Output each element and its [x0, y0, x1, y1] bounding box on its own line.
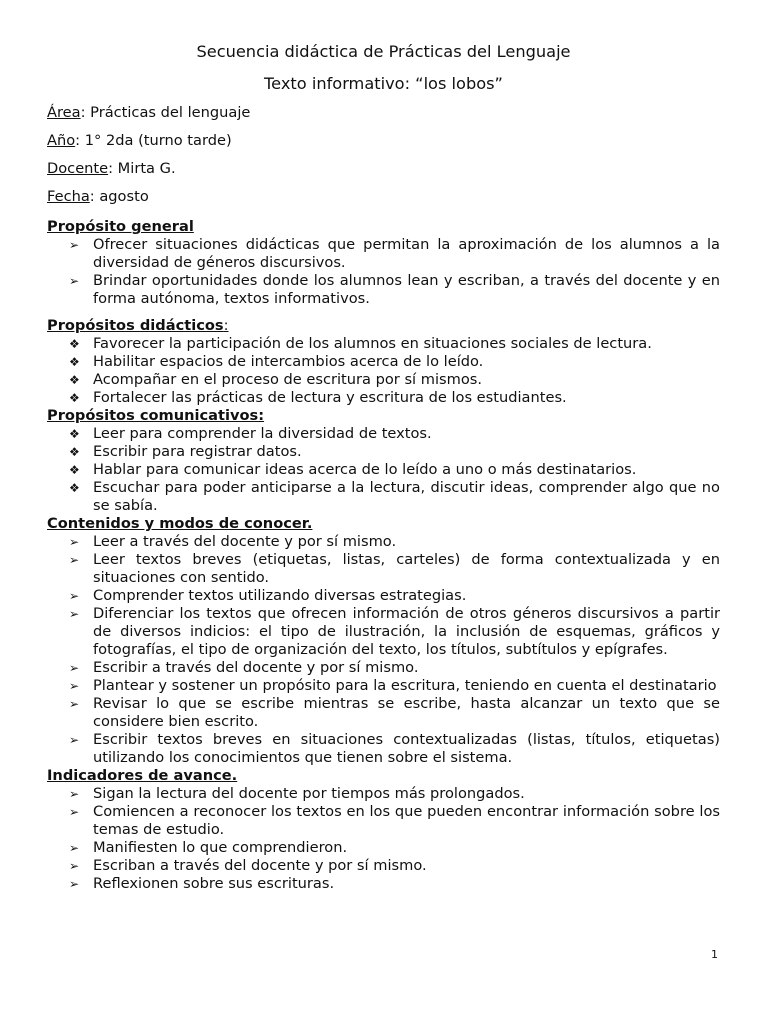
meta-value: : 1° 2da (turno tarde) — [75, 132, 232, 149]
diamond-bullet-icon: ❖ — [69, 481, 80, 495]
page-number: 1 — [711, 948, 718, 961]
list-item: ❖ Escuchar para poder anticiparse a la lectura, discutir ideas, comprender algo que no se sabía. — [69, 479, 720, 514]
list-item: ➢ Ofrecer situaciones didácticas que permitan la aproximación de los alumnos a la diversidad de géneros discursivos. — [69, 236, 720, 271]
list-indicadores — [47, 785, 720, 893]
list-item: ❖ Leer para comprender la diversidad de textos. — [69, 425, 432, 442]
section-heading-proposito-general: Propósito general — [47, 218, 194, 235]
diamond-bullet-icon: ❖ — [69, 337, 80, 351]
list-item: ❖ Habilitar espacios de intercambios acerca de lo leído. — [69, 353, 484, 370]
meta-year — [47, 130, 720, 158]
list-item: ➢ Sigan la lectura del docente por tiempos más prolongados. — [69, 785, 525, 802]
list-item: ➢ Comiencen a reconocer los textos en los que pueden encontrar información sobre los temas de estudio. — [69, 803, 720, 838]
arrow-bullet-icon: ➢ — [69, 733, 80, 747]
diamond-bullet-icon: ❖ — [69, 427, 80, 441]
section-heading-indicadores: Indicadores de avance. — [47, 767, 238, 784]
meta-teacher — [47, 158, 720, 186]
arrow-bullet-icon: ➢ — [69, 805, 80, 819]
list-item: ❖ Acompañar en el proceso de escritura por sí mismos. — [69, 371, 483, 388]
meta-label: Fecha — [47, 188, 90, 205]
arrow-bullet-icon: ➢ — [69, 859, 80, 873]
list-proposito-general — [47, 236, 720, 308]
section-heading-propositos-comunicativos: Propósitos comunicativos: — [47, 407, 265, 424]
meta-label: Área — [47, 104, 81, 121]
document-subtitle: Texto informativo: “los lobos” — [264, 74, 503, 93]
meta-value: : Mirta G. — [108, 160, 176, 177]
arrow-bullet-icon: ➢ — [69, 607, 80, 621]
meta-value: : Prácticas del lenguaje — [80, 104, 251, 121]
list-item: ➢ Leer textos breves (etiquetas, listas, carteles) de forma contextualizada y en situaciones con sentido. — [69, 551, 720, 586]
list-item: ➢ Manifiesten lo que comprendieron. — [69, 839, 348, 856]
list-item: ➢ Brindar oportunidades donde los alumnos lean y escriban, a través del docente y en forma autónoma, textos informativos. — [69, 272, 720, 307]
list-item: ➢ Escriban a través del docente y por sí mismo. — [69, 857, 427, 874]
list-propositos-didacticos — [47, 335, 720, 407]
arrow-bullet-icon: ➢ — [69, 661, 80, 675]
arrow-bullet-icon: ➢ — [69, 553, 80, 567]
section-heading-contenidos: Contenidos y modos de conocer. — [47, 515, 313, 532]
arrow-bullet-icon: ➢ — [69, 877, 80, 891]
document-page — [47, 40, 720, 893]
meta-date — [47, 186, 720, 214]
list-item: ➢ Escribir textos breves en situaciones contextualizadas (listas, títulos, etiquetas) utilizando los conocimientos que tienen sobre el sistema. — [69, 731, 720, 766]
arrow-bullet-icon: ➢ — [69, 589, 80, 603]
arrow-bullet-icon: ➢ — [69, 697, 80, 711]
section-heading-propositos-didacticos: Propósitos didácticos: — [47, 317, 229, 334]
diamond-bullet-icon: ❖ — [69, 463, 80, 477]
list-item: ❖ Favorecer la participación de los alumnos en situaciones sociales de lectura. — [69, 335, 652, 352]
diamond-bullet-icon: ❖ — [69, 355, 80, 369]
arrow-bullet-icon: ➢ — [69, 679, 80, 693]
list-propositos-comunicativos — [47, 425, 720, 515]
list-item: ➢ Plantear y sostener un propósito para la escritura, teniendo en cuenta el destinatario — [69, 677, 717, 694]
list-item: ❖ Fortalecer las prácticas de lectura y escritura de los estudiantes. — [69, 389, 567, 406]
meta-value: : agosto — [89, 188, 149, 205]
arrow-bullet-icon: ➢ — [69, 841, 80, 855]
diamond-bullet-icon: ❖ — [69, 445, 80, 459]
arrow-bullet-icon: ➢ — [69, 535, 80, 549]
list-contenidos — [47, 533, 720, 767]
arrow-bullet-icon: ➢ — [69, 238, 80, 252]
arrow-bullet-icon: ➢ — [69, 787, 80, 801]
list-item: ➢ Reflexionen sobre sus escrituras. — [69, 875, 335, 892]
meta-label: Docente — [47, 160, 109, 177]
list-item: ➢ Comprender textos utilizando diversas estrategias. — [69, 587, 467, 604]
list-item: ❖ Hablar para comunicar ideas acerca de lo leído a uno o más destinatarios. — [69, 461, 637, 478]
diamond-bullet-icon: ❖ — [69, 391, 80, 405]
meta-label: Año — [47, 132, 76, 149]
meta-area — [47, 102, 720, 130]
list-item: ➢ Diferenciar los textos que ofrecen información de otros géneros discursivos a partir de diversos indicios: el tipo de ilustración, la inclusión de esquemas, gráficos y fotografías, el tipo de organización del texto, los títulos, subtítulos y epígrafes. — [69, 605, 720, 658]
arrow-bullet-icon: ➢ — [69, 274, 80, 288]
meta-block — [47, 102, 720, 214]
list-item: ➢ Leer a través del docente y por sí mismo. — [69, 533, 397, 550]
list-item: ❖ Escribir para registrar datos. — [69, 443, 302, 460]
document-title: Secuencia didáctica de Prácticas del Lenguaje — [196, 42, 571, 61]
list-item: ➢ Revisar lo que se escribe mientras se escribe, hasta alcanzar un texto que se considere bien escrito. — [69, 695, 720, 730]
diamond-bullet-icon: ❖ — [69, 373, 80, 387]
list-item: ➢ Escribir a través del docente y por sí mismo. — [69, 659, 419, 676]
